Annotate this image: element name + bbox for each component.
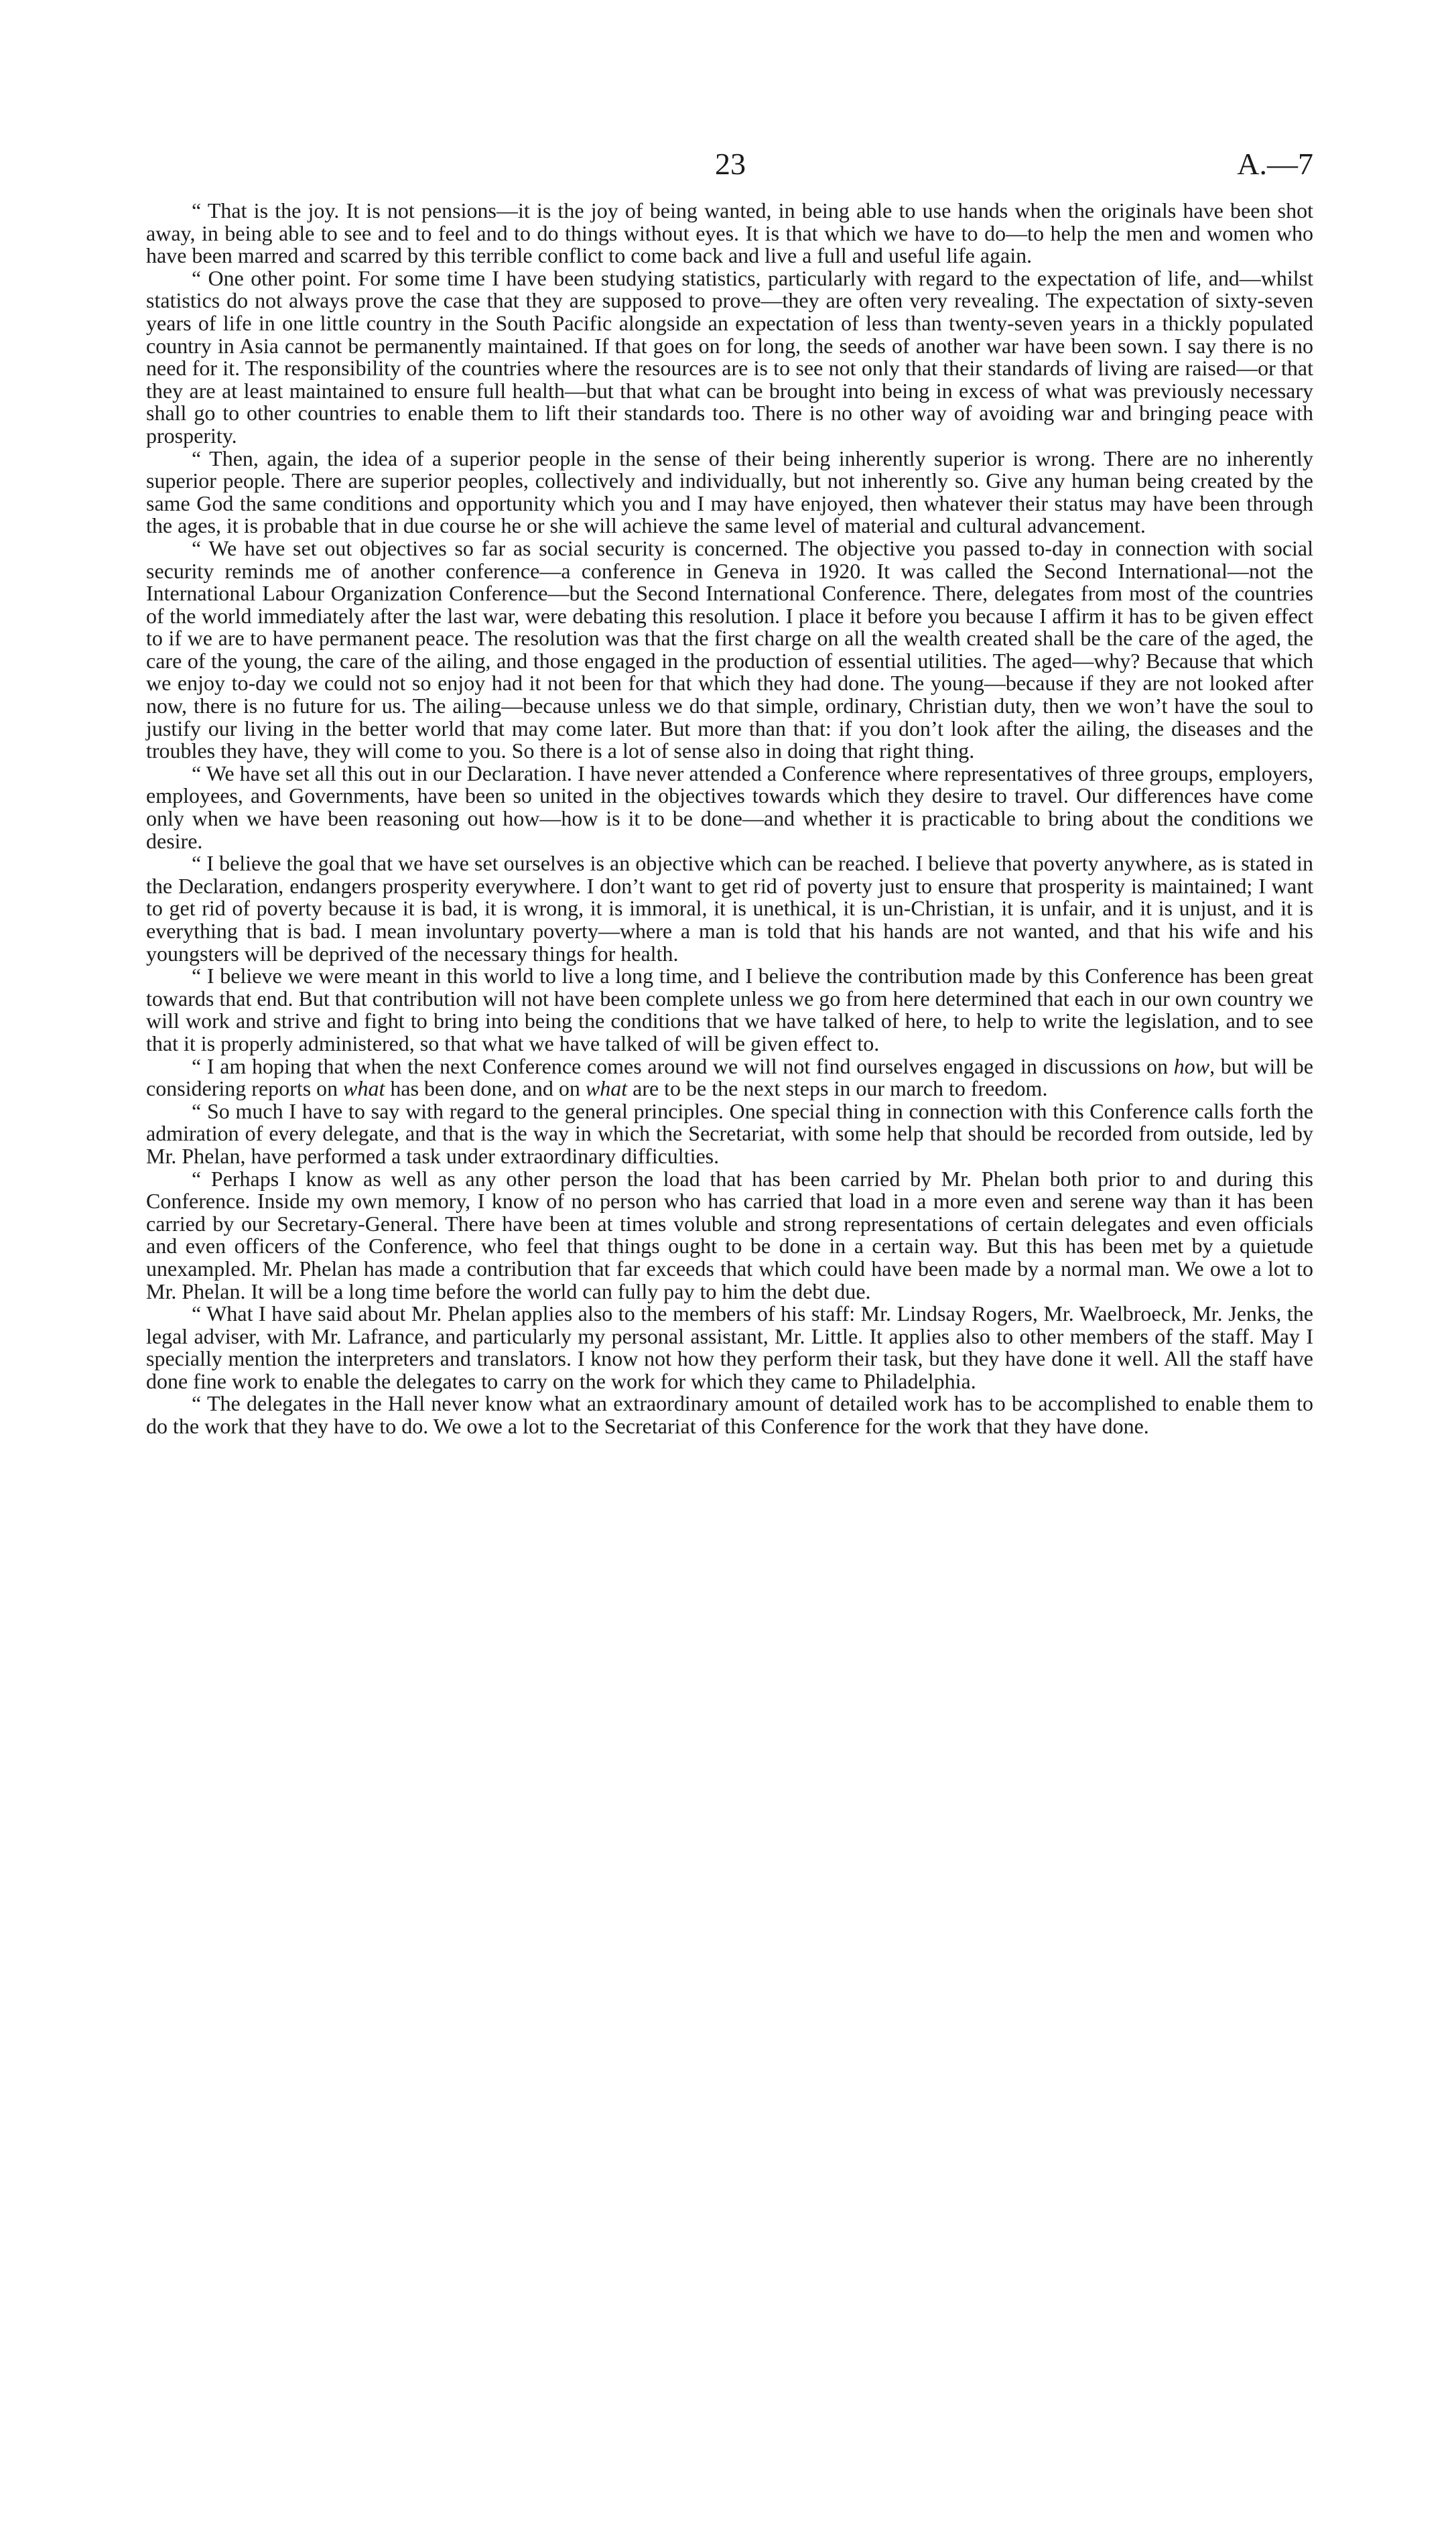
paragraph-7: “ I believe we were meant in this world to live a long time, and I believe the contribution made by this Conference has been great towards that end. But that contribution will not have been complete unless we go from here determined that each in our own country we will work and strive and fight to bring into being the conditions that we have talked of here, to help to write the legislation, and to see that it is properly administered, so that what we have talked of will be given effect to.: [146, 964, 1313, 1055]
paragraph-4: “ We have set out objectives so far as social security is concerned. The objective you passed to-day in connection with social security reminds me of another conference—a conference in Geneva in 1920. It was called the Second International—not the International Labour Organization Conference—but the Second International Conference. There, delegates from most of the countries of the world immediately after the last war, were debating this resolution. I place it before you because I affirm it has to be given effect to if we are to have permanent peace. The resolution was that the first charge on all the wealth created shall be the care of the aged, the care of the young, the care of the ailing, and those engaged in the production of essential utilities. The aged—why? Because that which we enjoy to-day we could not so enjoy had it not been for that which they had done. The young—because if they are not looked after now, there is no future for us. The ailing—because unless we do that simple, ordinary, Christian duty, then we won’t have the soul to justify our living in the better world that may come later. But more than that: if you don’t look after the ailing, the diseases and the troubles they have, they will come to you. So there is a lot of sense also in doing that right thing.: [146, 535, 1313, 763]
emphasis: how: [1173, 1053, 1210, 1078]
paragraph-11: “ What I have said about Mr. Phelan applies also to the members of his staff: Mr. Lindsay Rogers, Mr. Waelbroeck, Mr. Jenks, the legal adviser, with Mr. Lafrance, and particularly my personal assistant, Mr. Little. It applies also to other members of the staff. May I specially mention the interpreters and translators. I know not how they perform their task, but they have done it well. All the staff have done fine work to enable the delegates to carry on the work for which they came to Philadelphia.: [146, 1301, 1313, 1393]
document-reference: A.—7: [1237, 147, 1313, 181]
paragraph-10: “ Perhaps I know as well as any other person the load that has been carried by Mr. Phelan both prior to and during this Conference. Inside my own memory, I know of no person who has carried that load in a more even and serene way than it has been carried by our Secretary-General. There have been at times voluble and strong representations of certain delegates and even officials and even officers of the Conference, who feel that things ought to be done in a certain way. But this has been met by a quietude unexampled. Mr. Phelan has made a contribution that far exceeds that which could have been made by a normal man. We owe a lot to Mr. Phelan. It will be a long time before the world can fully pay to him the debt due.: [146, 1166, 1313, 1303]
emphasis: what: [343, 1076, 385, 1101]
paragraph-8: “ I am hoping that when the next Conference comes around we will not find ourselves engaged in discussions on how, but will be considering reports on what has been done, and on what are to be the next steps in our march to freedom.: [146, 1053, 1314, 1101]
paragraph-12: “ The delegates in the Hall never know what an extraordinary amount of detailed work has to be accomplished to enable them to do the work that they have to do. We owe a lot to the Secretariat of this Conference for the work that they have done.: [146, 1391, 1313, 1439]
paragraph-3: “ Then, again, the idea of a superior people in the sense of their being inherently superior is wrong. There are no inherently superior people. There are superior peoples, collectively and individually, but not inherently so. Give any human being created by the same God the same conditions and opportunity which you and I may have enjoyed, then whatever their status may have been through the ages, it is probable that in due course he or she will achieve the same level of material and cultural advancement.: [146, 446, 1313, 538]
page-number: 23: [715, 147, 746, 181]
paragraph-6: “ I believe the goal that we have set ourselves is an objective which can be reached. I believe that poverty anywhere, as is stated in the Declaration, endangers prosperity everywhere. I don’t want to get rid of poverty just to ensure that prosperity is maintained; I want to get rid of poverty because it is bad, it is wrong, it is immoral, it is unethical, it is un-Christian, it is unfair, and it is unjust, and it is everything that is bad. I mean involuntary poverty—where a man is told that his hands are not wanted, and that his wife and his youngsters will be deprived of the necessary things for health.: [146, 851, 1313, 966]
paragraph-1: “ That is the joy. It is not pensions—it is the joy of being wanted, in being able to use hands when the originals have been shot away, in being able to see and to feel and to do things without eyes. It is that which we have to do—to help the men and women who have been marred and scarred by this terrible conflict to come back and live a full and useful life again.: [146, 198, 1313, 268]
emphasis: what: [585, 1076, 628, 1101]
paragraph-9: “ So much I have to say with regard to the general principles. One special thing in connection with this Conference calls forth the admiration of every delegate, and that is the way in which the Secretariat, with some help that should be recorded from outside, led by Mr. Phelan, have performed a task under extraordinary difficulties.: [146, 1098, 1313, 1168]
speech-body: [146, 200, 1313, 1438]
paragraph-2: “ One other point. For some time I have been studying statistics, particularly with regard to the expectation of life, and—whilst statistics do not always prove the case that they are supposed to prove—they are often very revealing. The expectation of sixty-seven years of life in one little country in the South Pacific alongside an expectation of less than twenty-seven years in a thickly populated country in Asia cannot be permanently maintained. If that goes on for long, the seeds of another war have been sown. I say there is no need for it. The responsibility of the countries where the resources are is to see not only that their standards of living are raised—or that they are at least maintained to ensure full health—but that what can be brought into being in excess of what was previously necessary shall go to other countries to enable them to lift their standards too. There is no other way of avoiding war and bringing peace with prosperity.: [146, 265, 1313, 448]
paragraph-5: “ We have set all this out in our Declaration. I have never attended a Conference where representatives of three groups, employers, employees, and Governments, have been so united in the objectives towards which they desire to travel. Our differences have come only when we have been reasoning out how—how is it to be done—and whether it is practicable to bring about the conditions we desire.: [146, 761, 1313, 853]
